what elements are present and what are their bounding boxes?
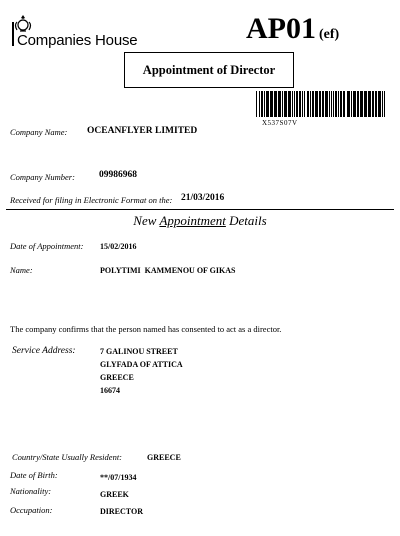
barcode-bar bbox=[264, 91, 265, 117]
address-line: 16674 bbox=[100, 386, 120, 395]
dob-value: **/07/1934 bbox=[100, 473, 137, 482]
form-code-main: AP01 bbox=[246, 12, 316, 45]
barcode-bar bbox=[274, 91, 277, 117]
barcode-bar bbox=[331, 91, 332, 117]
barcode bbox=[256, 91, 388, 117]
barcode-bar bbox=[372, 91, 374, 117]
barcode-bar bbox=[304, 91, 305, 117]
barcode-bar bbox=[278, 91, 281, 117]
barcode-bar bbox=[292, 91, 293, 117]
company-name-value: OCEANFLYER LIMITED bbox=[87, 126, 198, 136]
barcode-bar bbox=[347, 91, 350, 117]
barcode-bar bbox=[259, 91, 260, 117]
address-line: GREECE bbox=[100, 373, 134, 382]
barcode-bar bbox=[357, 91, 359, 117]
barcode-bar bbox=[256, 91, 257, 117]
nationality-label: Nationality: bbox=[10, 486, 52, 496]
barcode-bar bbox=[335, 91, 337, 117]
residence-value: GREECE bbox=[147, 453, 181, 462]
barcode-bar bbox=[294, 91, 295, 117]
barcode-bar bbox=[261, 91, 263, 117]
barcode-bar bbox=[353, 91, 356, 117]
form-code bbox=[246, 12, 339, 46]
service-address bbox=[100, 345, 183, 397]
barcode-bar bbox=[325, 91, 328, 117]
barcode-bar bbox=[284, 91, 287, 117]
barcode-bar bbox=[333, 91, 334, 117]
company-number-label: Company Number: bbox=[10, 172, 75, 182]
appointment-date-label: Date of Appointment: bbox=[10, 241, 84, 251]
service-address-label: Service Address: bbox=[12, 346, 76, 356]
barcode-bar bbox=[329, 91, 330, 117]
barcode-bar bbox=[312, 91, 314, 117]
company-number-value: 09986968 bbox=[99, 170, 137, 180]
section-title-pre: New bbox=[133, 213, 160, 228]
consent-statement: The company confirms that the person named has consented to act as a director. bbox=[10, 324, 282, 334]
barcode-bar bbox=[266, 91, 269, 117]
barcode-bar bbox=[338, 91, 339, 117]
form-code-suffix: (ef) bbox=[319, 27, 340, 42]
royal-crest-icon bbox=[12, 14, 34, 34]
name-label: Name: bbox=[10, 265, 33, 275]
section-title-underlined: Appointment bbox=[159, 213, 226, 228]
companies-house-logo-text: Companies House bbox=[17, 32, 138, 49]
barcode-bar bbox=[351, 91, 352, 117]
section-title-post: Details bbox=[225, 213, 267, 228]
barcode-bar bbox=[315, 91, 318, 117]
barcode-bar bbox=[384, 91, 385, 117]
address-line: 7 GALINOU STREET bbox=[100, 347, 178, 356]
address-line: GLYFADA OF ATTICA bbox=[100, 360, 183, 369]
barcode-bar bbox=[282, 91, 283, 117]
barcode-bar bbox=[310, 91, 311, 117]
occupation-value: DIRECTOR bbox=[100, 507, 143, 516]
barcode-bar bbox=[340, 91, 342, 117]
barcode-bar bbox=[299, 91, 301, 117]
received-date-value: 21/03/2016 bbox=[181, 193, 225, 203]
barcode-number: X537S07V bbox=[262, 119, 298, 127]
residence-label: Country/State Usually Resident: bbox=[12, 452, 123, 462]
barcode-bar bbox=[364, 91, 367, 117]
barcode-bar bbox=[270, 91, 273, 117]
barcode-bar bbox=[375, 91, 377, 117]
company-name-label: Company Name: bbox=[10, 127, 68, 137]
barcode-bar bbox=[319, 91, 321, 117]
dob-label: Date of Birth: bbox=[10, 470, 58, 480]
barcode-bar bbox=[296, 91, 298, 117]
form-title: Appointment of Director bbox=[142, 62, 276, 77]
received-date-label: Received for filing in Electronic Format on the: bbox=[10, 195, 173, 205]
barcode-bar bbox=[288, 91, 291, 117]
form-title-box bbox=[124, 52, 294, 88]
barcode-bar bbox=[382, 91, 383, 117]
barcode-bar bbox=[322, 91, 324, 117]
occupation-label: Occupation: bbox=[10, 505, 53, 515]
name-value: POLYTIMI KAMMENOU OF GIKAS bbox=[100, 266, 236, 275]
barcode-bar bbox=[307, 91, 309, 117]
barcode-bar bbox=[360, 91, 363, 117]
barcode-bar bbox=[378, 91, 381, 117]
nationality-value: GREEK bbox=[100, 490, 129, 499]
section-title bbox=[0, 213, 400, 229]
section-divider bbox=[6, 209, 394, 210]
logo-divider bbox=[12, 22, 14, 46]
barcode-bar bbox=[343, 91, 345, 117]
barcode-bar bbox=[302, 91, 303, 117]
appointment-date-value: 15/02/2016 bbox=[100, 242, 137, 251]
barcode-bar bbox=[368, 91, 371, 117]
